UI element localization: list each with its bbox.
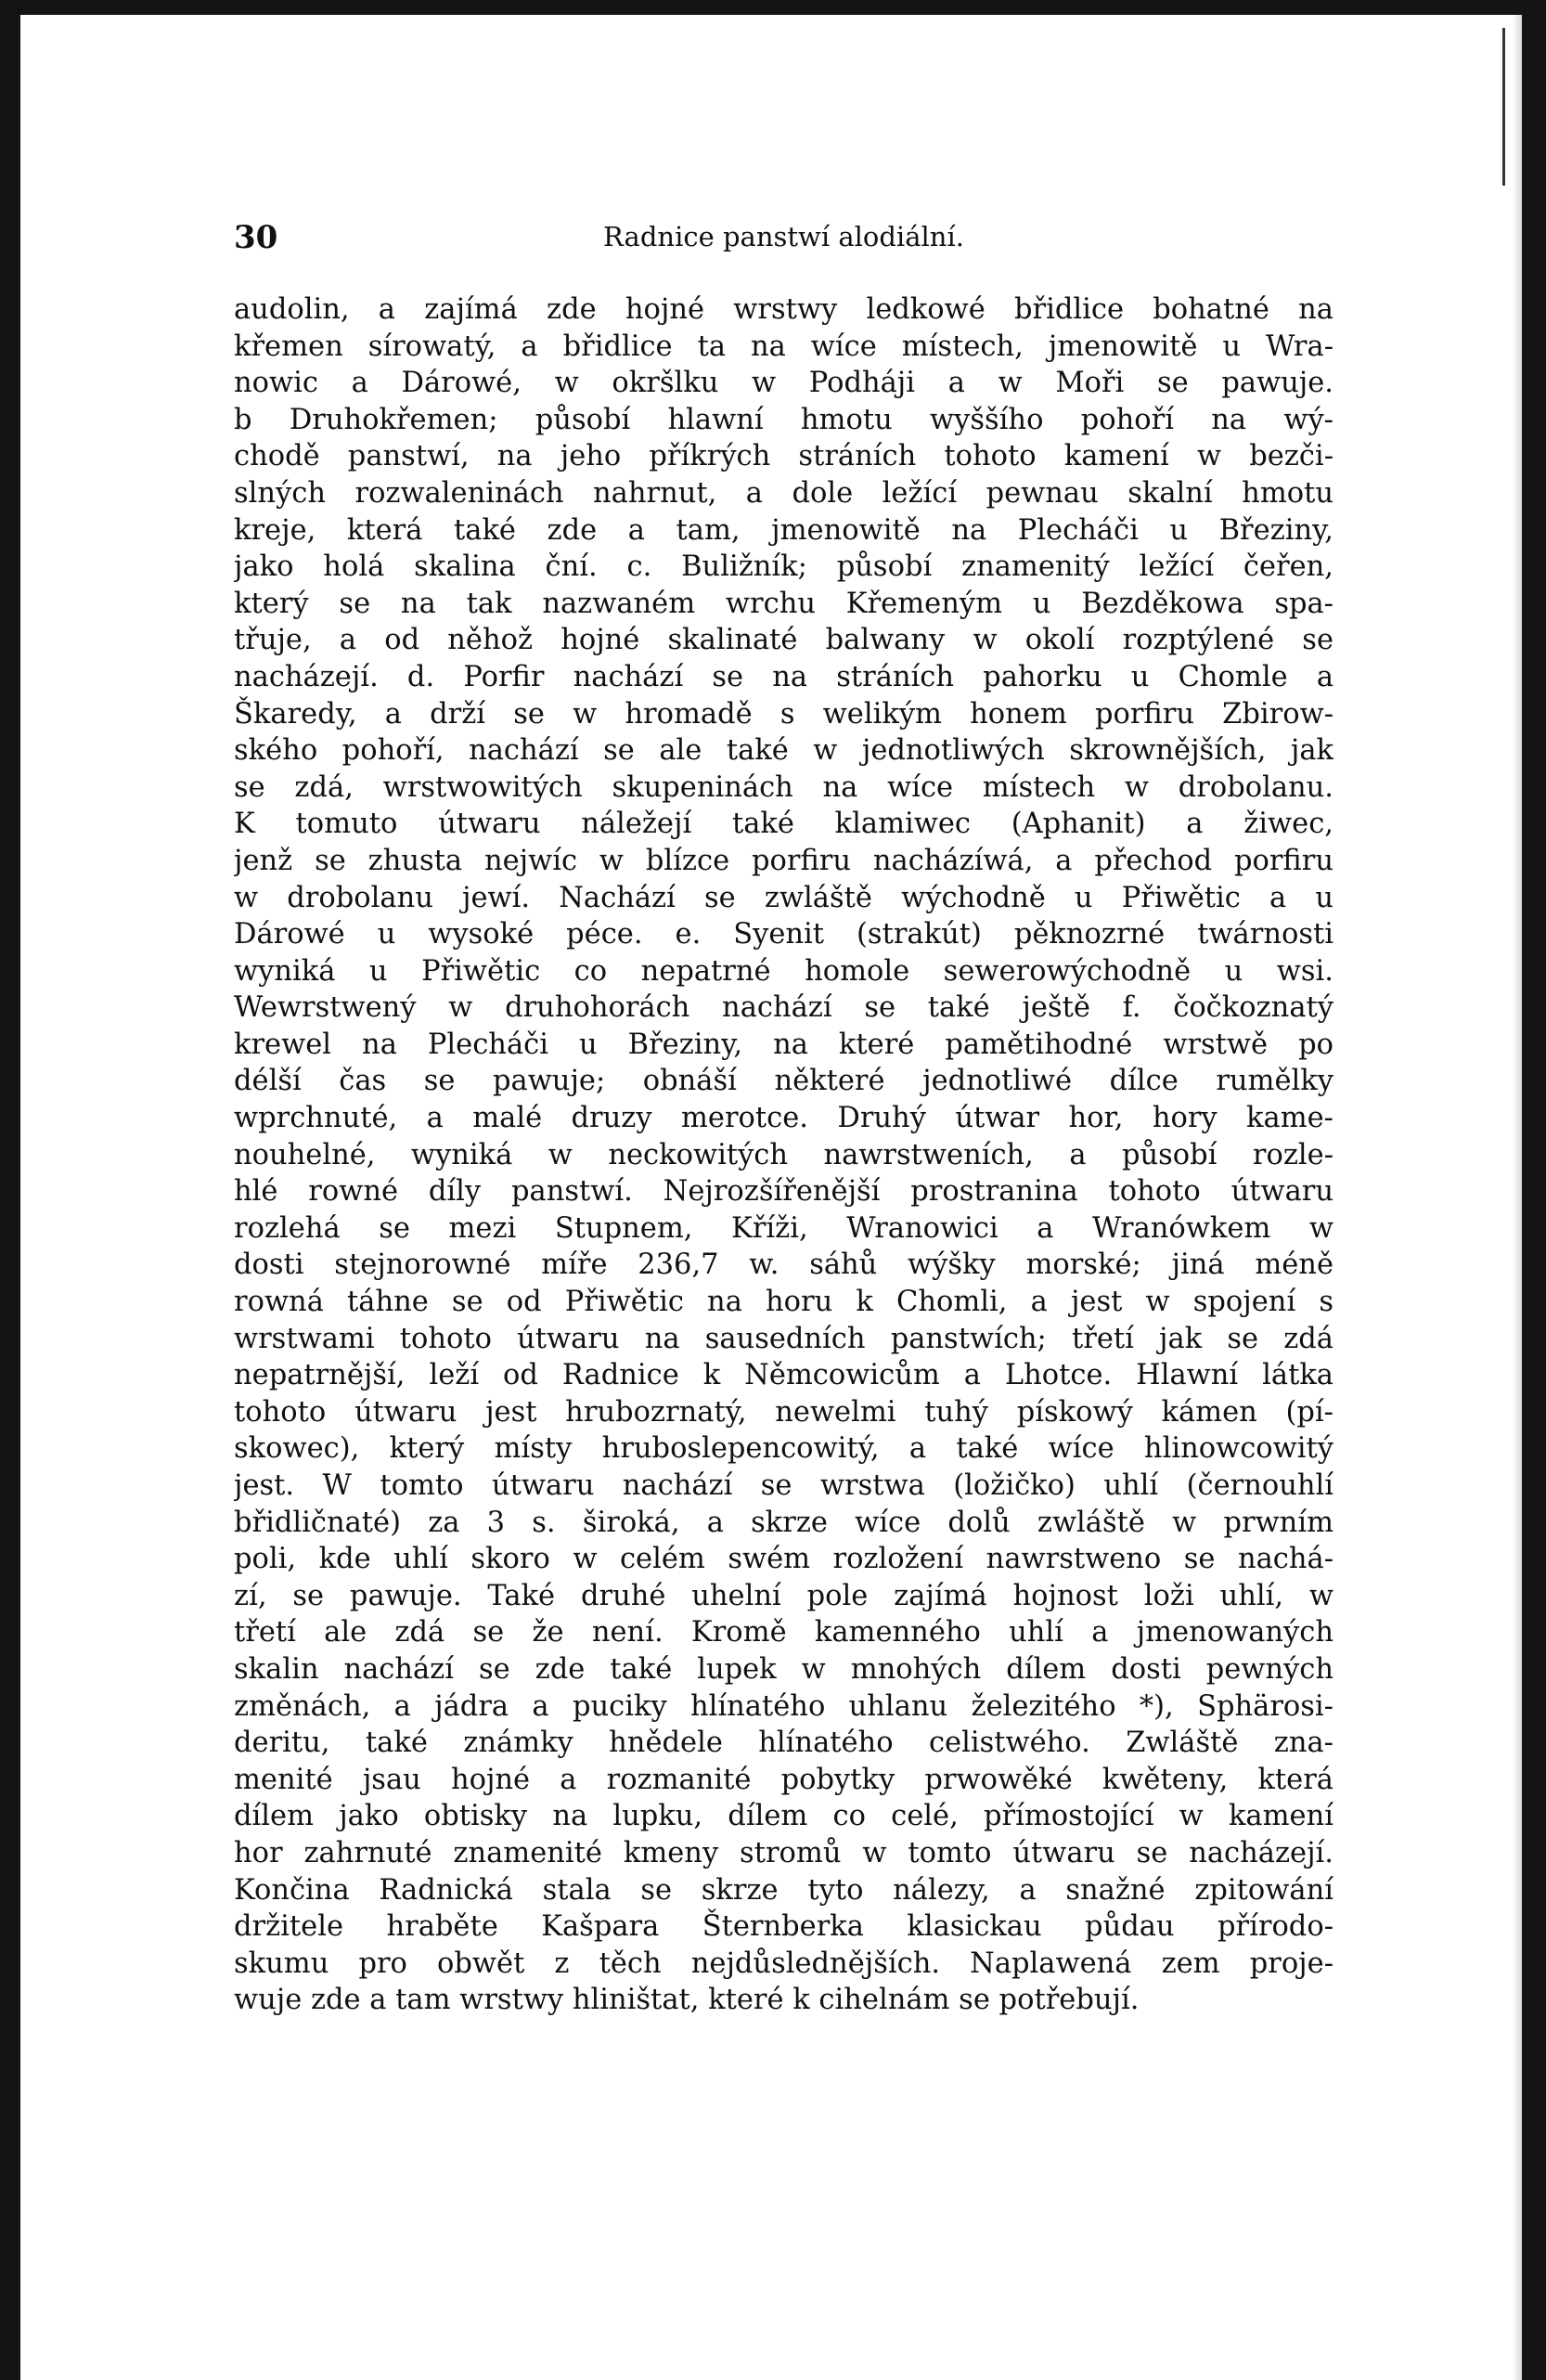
running-title: Radnice panstwí alodiální. [603,221,964,252]
text-line: menité jsau hojné a rozmanité pobytky prwowěké kwěteny, která [234,1763,1333,1796]
text-line: chodě panstwí, na jeho příkrých stráních tohoto kamení w bezči- [234,440,1333,473]
text-line: se zdá, wrstwowitých skupeninách na wíce místech w drobolanu. [234,770,1333,804]
text-line: K tomuto útwaru náležejí také klamiwec (Aphanit) a žiwec, [234,808,1333,841]
text-line: třuje, a od něhož hojné skalinaté balwany w okolí rozptýlené se [234,624,1333,657]
body-text [234,291,1333,2019]
text-line: zí, se pawuje. Také druhé uhelní pole zajímá hojnost loži uhlí, w [234,1579,1333,1612]
text-line: Dárowé u wysoké péce. e. Syenit (strakút) pěknozrné twárnosti [234,918,1333,951]
text-line: nouhelné, wyniká w neckowitých nawrstweních, a působí rozle- [234,1138,1333,1171]
text-line: wyniká u Přiwětic co nepatrné homole sewerowýchodně u wsi. [234,954,1333,988]
text-line: Končina Radnická stala se skrze tyto nálezy, a snažné zpitowání [234,1873,1333,1907]
text-line: délší čas se pawuje; obnáší některé jednotliwé dílce rumělky [234,1065,1333,1098]
text-line: audolin, a zajímá zde hojné wrstwy ledkowé břidlice bohatné na [234,293,1333,326]
scan-frame-left [0,0,20,2380]
text-line: skowec), který místy hruboslepencowitý, a také wíce hlinowcowitý [234,1432,1333,1466]
text-line: wrstwami tohoto útwaru na sausedních panstwích; třetí jak se zdá [234,1322,1333,1355]
text-line: deritu, také známky hnědele hlínatého celistwého. Zwláště zna- [234,1727,1333,1760]
text-line: který se na tak nazwaném wrchu Křemeným u Bezděkowa spa- [234,587,1333,620]
page-header [234,215,1333,262]
text-line: jest. W tomto útwaru nachází se wrstwa (ložičko) uhlí (černouhlí [234,1469,1333,1502]
text-line: poli, kde uhlí skoro w celém swém rozložení nawrstweno se nachá- [234,1543,1333,1576]
text-line: skalin nachází se zde také lupek w mnohých dílem dosti pewných [234,1652,1333,1686]
text-line: tohoto útwaru jest hrubozrnatý, newelmi tuhý pískowý kámen (pí- [234,1395,1333,1429]
text-line: b Druhokřemen; působí hlawní hmotu wyššího pohoří na wý- [234,403,1333,436]
text-line: držitele hraběte Kašpara Šternberka klasickau půdau přírodo- [234,1910,1333,1944]
scan-frame-right [1522,15,1546,2380]
text-line: nowic a Dárowé, w okršlku w Podháji a w Moři se pawuje. [234,367,1333,400]
text-line: jako holá skalina ční. c. Buližník; působí znamenitý ležící čeřen, [234,550,1333,584]
scan-frame-right-line [1502,28,1505,186]
text-line: wuje zde a tam wrstwy hliništat, které k cihelnám se potřebují. [234,1984,1140,2017]
text-line: rowná táhne se od Přiwětic na horu k Chomli, a jest w spojení s [234,1286,1333,1319]
text-line: ského pohoří, nachází se ale také w jednotliwých skrownějších, jak [234,734,1333,768]
text-line: wprchnuté, a malé druzy merotce. Druhý útwar hor, hory kame- [234,1102,1333,1135]
book-page [234,215,1333,2019]
text-line: břidličnaté) za 3 s. široká, a skrze wíce dolů zwláště w prwním [234,1506,1333,1539]
text-line: Wewrstwený w druhohorách nachází se také ještě f. čočkoznatý [234,991,1333,1025]
text-line: w drobolanu jewí. Nachází se zwláště wýchodně u Přiwětic a u [234,881,1333,914]
scan-frame-top [0,0,1546,15]
text-line: hlé rowné díly panstwí. Nejrozšířenější prostranina tohoto útwaru [234,1175,1333,1209]
text-line: změnách, a jádra a puciky hlínatého uhlanu železitého *), Sphärosi- [234,1689,1333,1723]
text-line: hor zahrnuté znamenité kmeny stromů w tomto útwaru se nacházejí. [234,1836,1333,1869]
text-line: kreje, která také zde a tam, jmenowitě na Plecháči u Březiny, [234,513,1333,547]
text-line: skumu pro obwět z těch nejdůslednějších. Naplawená zem proje- [234,1947,1333,1980]
text-line: dílem jako obtisky na lupku, dílem co celé, přímostojící w kamení [234,1800,1333,1833]
text-line: třetí ale zdá se že není. Kromě kamenného uhlí a jmenowaných [234,1616,1333,1649]
text-line: křemen sírowatý, a břidlice ta na wíce místech, jmenowitě u Wra- [234,330,1333,363]
page-number: 30 [234,219,278,256]
text-line: Škaredy, a drží se w hromadě s welikým honem porfiru Zbirow- [234,697,1333,731]
text-line: nacházejí. d. Porfir nachází se na stráních pahorku u Chomle a [234,660,1333,693]
text-line: rozlehá se mezi Stupnem, Kříži, Wranowici a Wranówkem w [234,1211,1333,1245]
text-line: dosti stejnorowné míře 236,7 w. sáhů wýšky morské; jiná méně [234,1248,1333,1282]
text-line: krewel na Plecháči u Březiny, na které pamětihodné wrstwě po [234,1028,1333,1061]
text-line: jenž se zhusta nejwíc w blízce porfiru nacházíwá, a přechod porfiru [234,844,1333,877]
scan-frame-right-shade [1513,15,1522,2380]
text-line: nepatrnější, leží od Radnice k Němcowicům a Lhotce. Hlawní látka [234,1359,1333,1392]
text-line: slných rozwaleninách nahrnut, a dole ležící pewnau skalní hmotu [234,476,1333,510]
